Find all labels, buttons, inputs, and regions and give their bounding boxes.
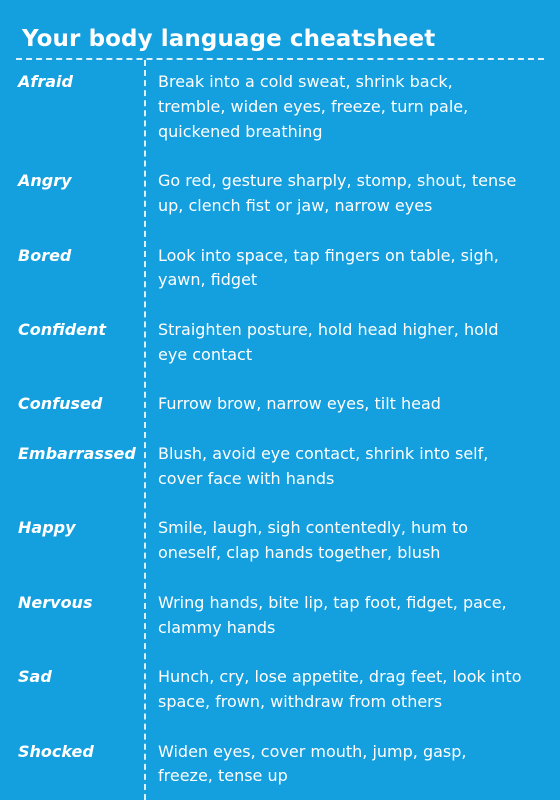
description-line: eye contact <box>158 344 253 364</box>
description-line: oneself, clap hands together, blush <box>158 543 441 563</box>
table-row <box>0 442 560 492</box>
emotion-description <box>158 169 538 219</box>
description-line: Smile, laugh, sigh contentedly, hum to <box>158 518 469 538</box>
emotion-term: Confused <box>18 394 103 414</box>
table-row <box>0 318 560 368</box>
description-line: Widen eyes, cover mouth, jump, gasp, <box>158 741 467 761</box>
emotion-term: Nervous <box>18 592 93 612</box>
table-row <box>0 392 560 417</box>
table-row <box>0 665 560 715</box>
emotion-description <box>158 740 538 790</box>
description-line: space, frown, withdraw from others <box>158 691 443 711</box>
emotion-description <box>158 318 538 368</box>
title-divider <box>16 58 544 60</box>
description-line: tremble, widen eyes, freeze, turn pale, <box>158 96 469 116</box>
emotion-description <box>158 516 538 566</box>
description-line: Hunch, cry, lose appetite, drag feet, look into <box>158 667 522 687</box>
description-line: cover face with hands <box>158 468 335 488</box>
emotion-term: Embarrassed <box>18 444 136 463</box>
emotion-term: Confident <box>18 320 107 339</box>
table-row <box>0 244 560 294</box>
emotion-term: Happy <box>18 518 76 538</box>
emotion-description <box>158 665 538 715</box>
table-row <box>0 169 560 219</box>
description-line: Blush, avoid eye contact, shrink into self, <box>158 444 489 463</box>
description-line: Look into space, tap fingers on table, sigh, <box>158 245 499 265</box>
table-row <box>0 591 560 641</box>
table-row <box>0 740 560 790</box>
description-line: Straighten posture, hold head higher, hold <box>158 320 499 339</box>
emotion-term: Sad <box>18 667 52 687</box>
emotion-description <box>158 442 538 492</box>
description-line: Go red, gesture sharply, stomp, shout, tense <box>158 171 517 191</box>
table-row <box>0 70 560 144</box>
emotion-description <box>158 244 538 294</box>
emotion-description <box>158 392 538 417</box>
page-title: Your body language cheatsheet <box>22 26 436 52</box>
description-line: quickened breathing <box>158 121 323 141</box>
description-line: freeze, tense up <box>158 766 288 786</box>
description-line: up, clench fist or jaw, narrow eyes <box>158 195 433 215</box>
description-line: Wring hands, bite lip, tap foot, fidget, pace, <box>158 592 507 612</box>
description-line: Furrow brow, narrow eyes, tilt head <box>158 394 441 414</box>
emotion-term: Afraid <box>18 72 73 91</box>
table-row <box>0 516 560 566</box>
emotion-term: Bored <box>18 245 72 265</box>
description-line: clammy hands <box>158 617 276 637</box>
emotion-term: Angry <box>18 171 72 191</box>
description-line: Break into a cold sweat, shrink back, <box>158 72 453 91</box>
emotion-term: Shocked <box>18 741 94 761</box>
emotion-description <box>158 70 538 144</box>
emotion-description <box>158 591 538 641</box>
description-line: yawn, fidget <box>158 270 258 290</box>
